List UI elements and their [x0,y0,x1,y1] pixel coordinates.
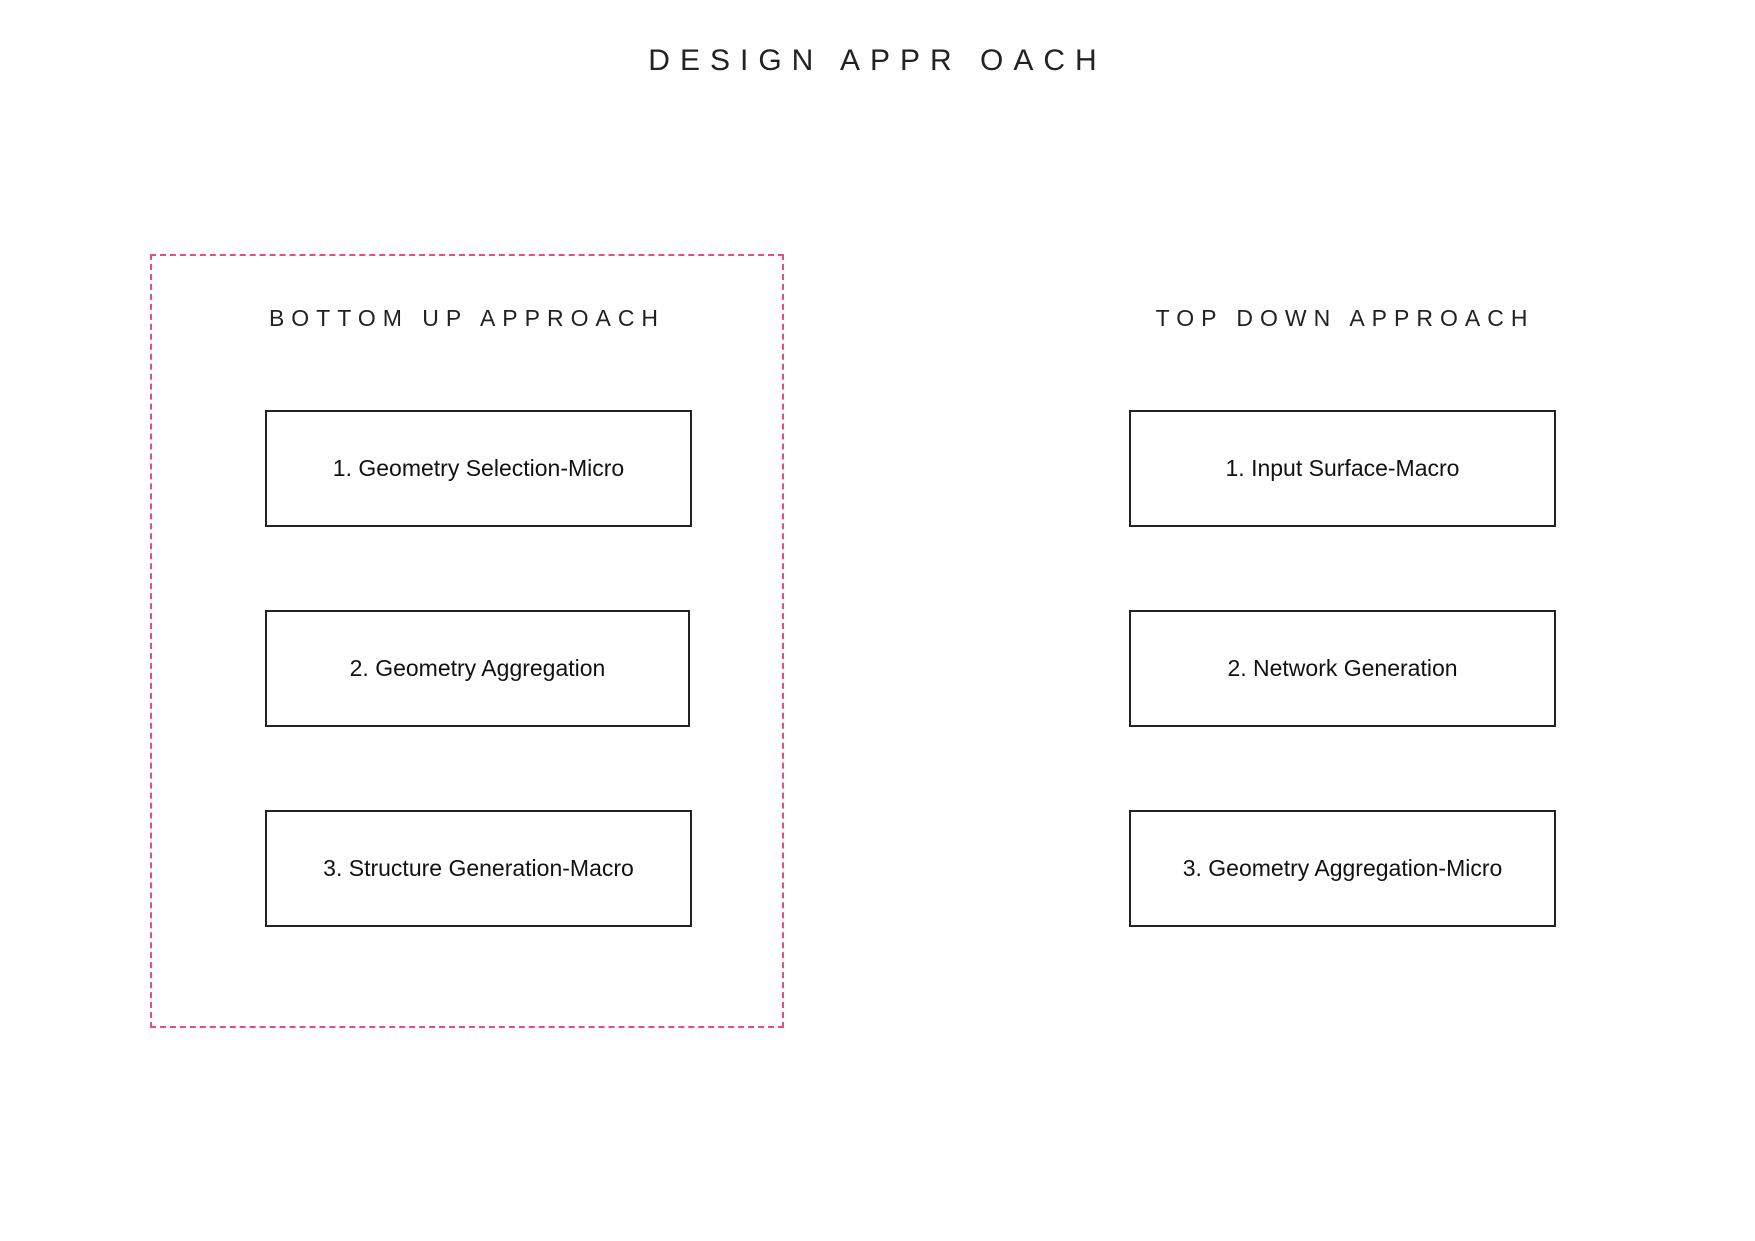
bottom-up-step-2: 2. Geometry Aggregation [265,610,690,727]
bottom-up-step-3: 3. Structure Generation-Macro [265,810,692,927]
top-down-step-1: 1. Input Surface-Macro [1129,410,1556,527]
bottom-up-column-title: BOTTOM UP APPROACH [268,305,666,331]
top-down-step-2: 2. Network Generation [1129,610,1556,727]
bottom-up-step-1: 1. Geometry Selection-Micro [265,410,692,527]
top-down-step-3: 3. Geometry Aggregation-Micro [1129,810,1556,927]
top-down-column-title: TOP DOWN APPROACH [1155,305,1535,331]
page-title: DESIGN APPR OACH [648,44,1107,77]
